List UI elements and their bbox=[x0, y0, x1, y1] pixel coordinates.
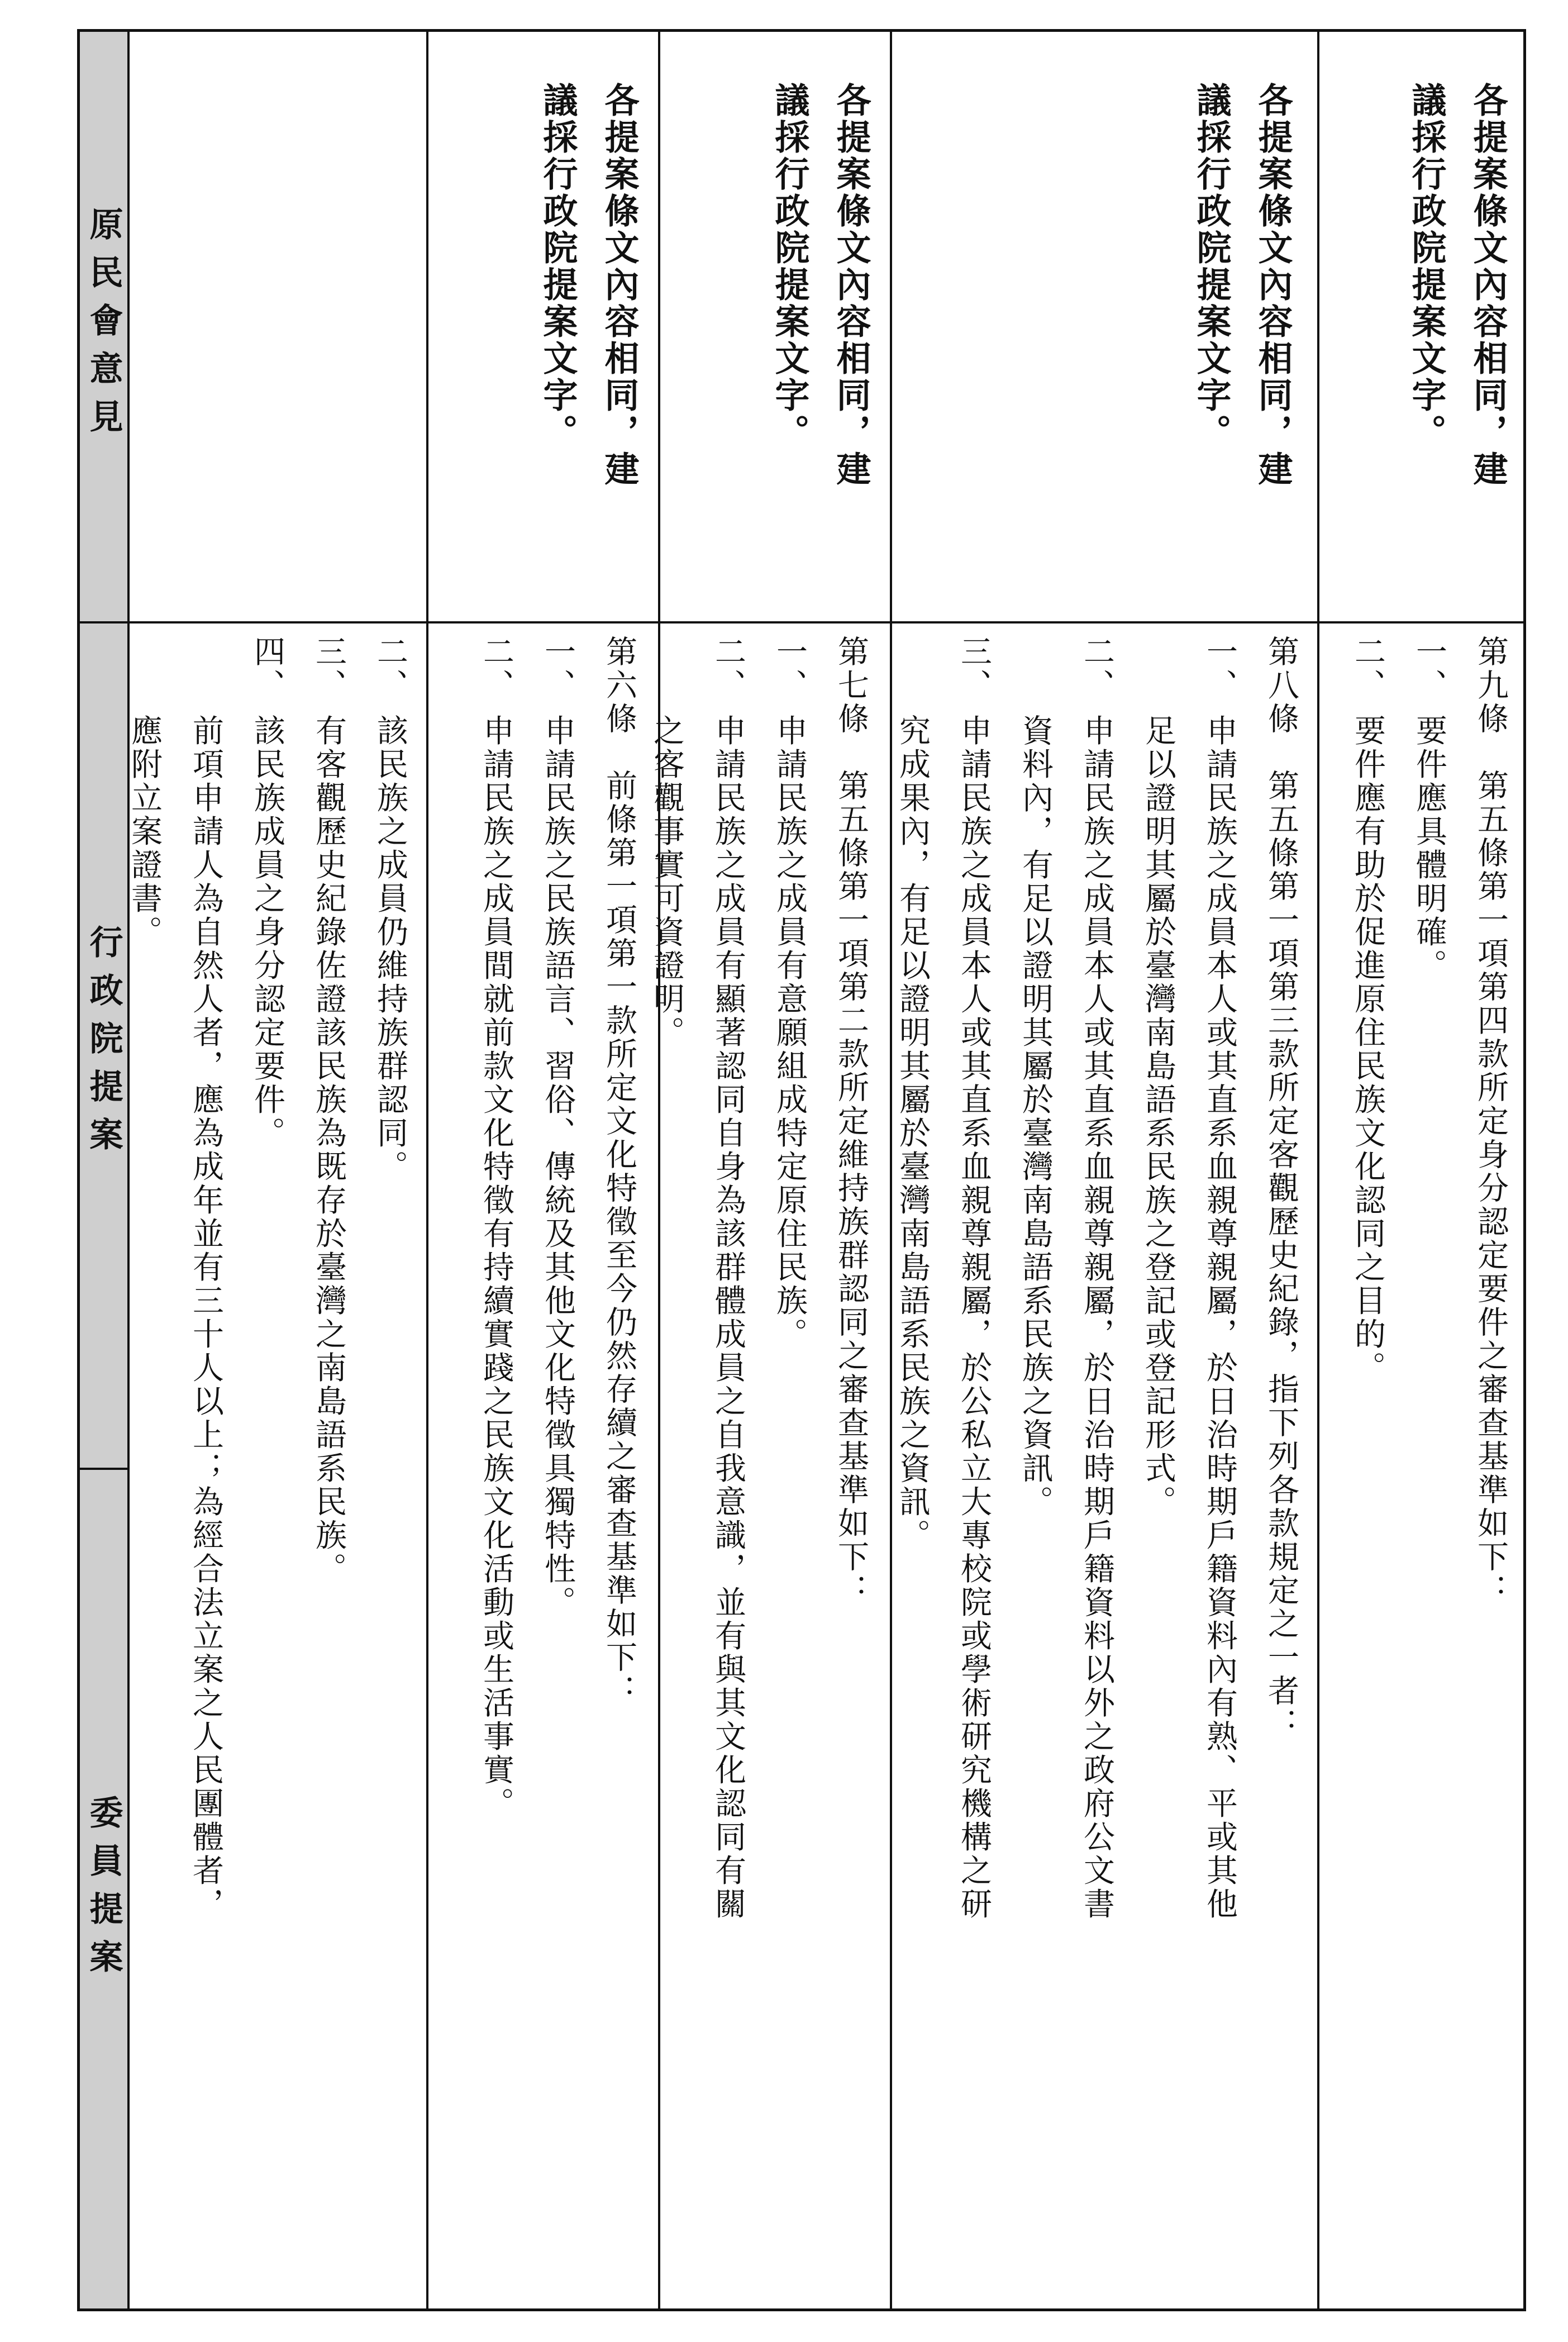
opinion-line: 各提案條文內容相同，建 bbox=[831, 82, 871, 488]
text-line: 二、 申請民族之成員間就前款文化特徵有持續實踐之民族文化活動或生活事實。 bbox=[478, 635, 514, 1821]
text-line: 究成果內，有足以證明其屬於臺灣南島語系民族之資訊。 bbox=[894, 635, 931, 1553]
text-line: 第六條 前條第一項第一款所定文化特徵至今仍然存續之審查基準如下： bbox=[601, 635, 637, 1708]
text-line: 一、 要件應具體明確。 bbox=[1411, 635, 1447, 983]
text-line: 資料內，有足以證明其屬於臺灣南島語系民族之資訊。 bbox=[1017, 635, 1054, 1519]
header-legislator-label: 委員提案 bbox=[84, 1794, 123, 1987]
header-executive-label: 行政院提案 bbox=[84, 924, 123, 1165]
opinion-line: 議採行政院提案文字。 bbox=[769, 82, 810, 451]
opinion-line: 議採行政院提案文字。 bbox=[1406, 82, 1447, 451]
header-council-opinion bbox=[80, 32, 127, 621]
row-5-council-opinion bbox=[1328, 82, 1518, 613]
text-line: 二、 要件應有助於促進原住民族文化認同之目的。 bbox=[1350, 635, 1386, 1385]
text-line: 之客觀事實可資證明。 bbox=[649, 635, 685, 1050]
text-line: 應附立案證書。 bbox=[126, 635, 163, 949]
header-council-label: 原民會意見 bbox=[84, 206, 123, 447]
text-line: 足以證明其屬於臺灣南島語系民族之登記或登記形式。 bbox=[1140, 635, 1176, 1519]
row-divider-4 bbox=[1317, 32, 1319, 2311]
row-2-proposal-text bbox=[437, 635, 650, 2300]
text-line: 二、 申請民族之成員本人或其直系血親尊親屬，於日治時期戶籍資料以外之政府公文書 bbox=[1079, 635, 1115, 1921]
opinion-line: 各提案條文內容相同，建 bbox=[1252, 82, 1293, 488]
opinion-line: 各提案條文內容相同，建 bbox=[599, 82, 640, 488]
text-line: 二、 申請民族之成員有顯著認同自身為該群體成員之自我意識，並有與其文化認同有關 bbox=[710, 635, 746, 1921]
text-line: 一、 申請民族之成員有意願組成特定原住民族。 bbox=[771, 635, 808, 1351]
text-line: 第七條 第五條第一項第二款所定維持族群認同之審查基準如下： bbox=[833, 635, 869, 1607]
text-line: 第九條 第五條第一項第四款所定身分認定要件之審查基準如下： bbox=[1472, 635, 1509, 1607]
text-line: 三、 申請民族之成員本人或其直系血親尊親屬，於公私立大專校院或學術研究機構之研 bbox=[956, 635, 992, 1921]
document-table bbox=[77, 29, 1526, 2311]
opinion-line: 議採行政院提案文字。 bbox=[537, 82, 578, 451]
column-divider-1 bbox=[80, 621, 1526, 623]
row-5-proposal-text bbox=[1328, 635, 1521, 2300]
text-line: 二、 該民族之成員仍維持族群認同。 bbox=[372, 635, 408, 1184]
text-line: 三、 有客觀歷史紀錄佐證該民族為既存於臺灣之南島語系民族。 bbox=[311, 635, 347, 1586]
row-2-council-opinion bbox=[437, 82, 650, 613]
text-line: 一、 申請民族之成員本人或其直系血親尊親屬，於日治時期戶籍資料內有熟、平或其他 bbox=[1202, 635, 1238, 1921]
row-1-proposal-text bbox=[126, 635, 421, 2300]
row-divider-1 bbox=[426, 32, 428, 2311]
row-3-council-opinion bbox=[669, 82, 881, 613]
text-line: 第八條 第五條第一項第三款所定客觀歷史紀錄，指下列各款規定之一者： bbox=[1263, 635, 1299, 1741]
text-line: 四、 該民族成員之身分認定要件。 bbox=[249, 635, 285, 1150]
text-line: 一、 申請民族之民族語言、習俗、傳統及其他文化特徵具獨特性。 bbox=[540, 635, 576, 1620]
text-line: 前項申請人為自然人者，應為成年並有三十人以上；為經合法立案之人民團體者， bbox=[188, 635, 224, 1921]
opinion-line: 各提案條文內容相同，建 bbox=[1467, 82, 1508, 488]
opinion-line: 議採行政院提案文字。 bbox=[1191, 82, 1232, 451]
row-3-proposal-text bbox=[649, 635, 881, 2300]
row-4-council-opinion bbox=[901, 82, 1303, 613]
row-4-proposal-text bbox=[894, 635, 1312, 2300]
